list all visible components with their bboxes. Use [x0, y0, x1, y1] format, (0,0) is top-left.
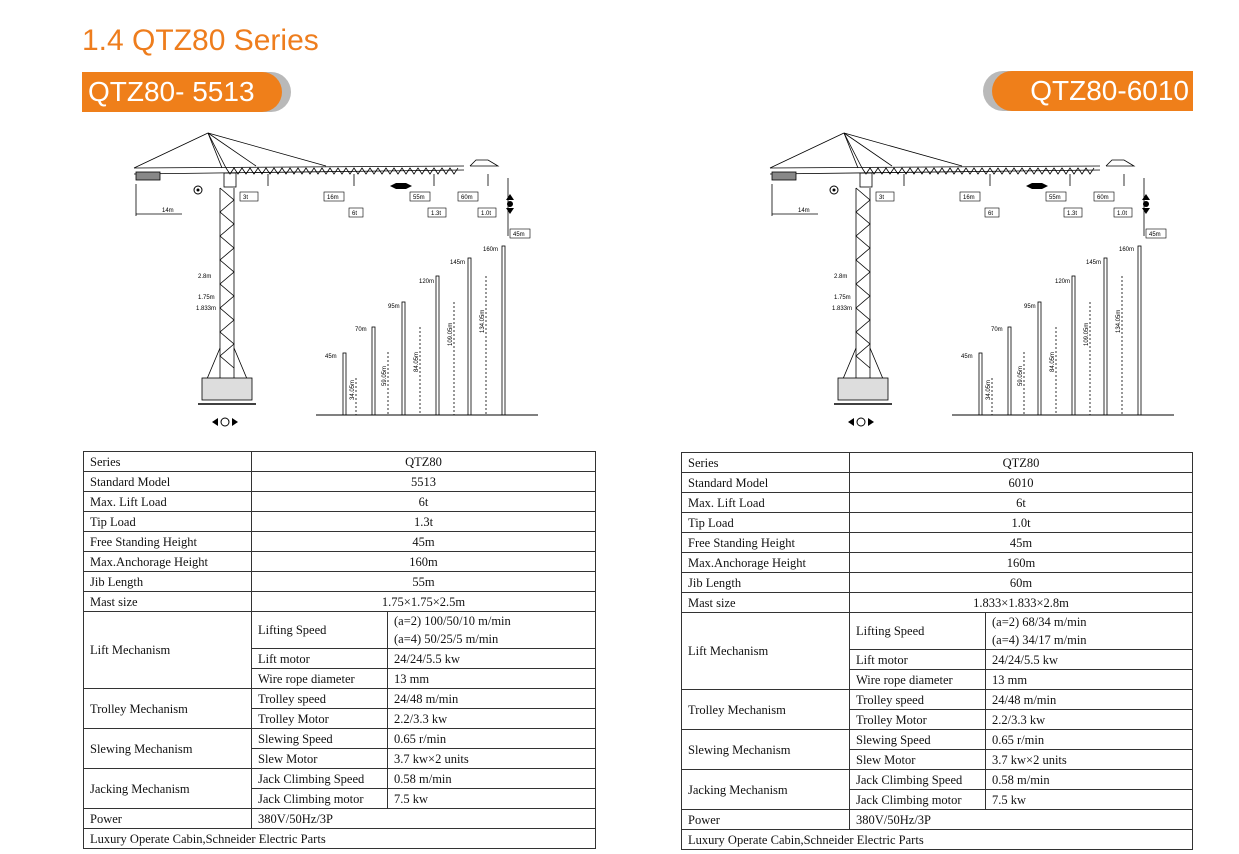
free-height-label: 45m [513, 232, 525, 238]
row-label: Free Standing Height [682, 533, 850, 553]
travel-arrow-icon [848, 418, 874, 426]
row-value: 45m [252, 532, 596, 552]
sub-label: Wire rope diameter [252, 669, 388, 689]
row-value: 160m [850, 553, 1193, 573]
sub-value [388, 612, 596, 649]
mast-label: 2.8m [834, 274, 848, 280]
row-label: Jib Length [84, 572, 252, 592]
row-label: Slewing Mechanism [84, 729, 252, 769]
sub-value: 13 mm [986, 670, 1193, 690]
row-value: 160m [252, 552, 596, 572]
sub-value: 13 mm [388, 669, 596, 689]
row-value: 6t [850, 493, 1193, 513]
table-row [84, 532, 596, 552]
table-row [682, 513, 1193, 533]
sub-value: 24/24/5.5 kw [986, 650, 1193, 670]
cabin-note: Luxury Operate Cabin,Schneider Electric Parts [84, 829, 596, 849]
inner-height-label: 34.05m [350, 379, 356, 400]
row-label: Slewing Mechanism [682, 730, 850, 770]
inner-height-label: 134.05m [1116, 309, 1122, 333]
row-label: Max.Anchorage Height [682, 553, 850, 573]
mast-label: 2.8m [198, 274, 212, 280]
travel-arrow-icon [212, 418, 238, 426]
height-label: 95m [388, 304, 400, 310]
table-row [84, 612, 596, 649]
jib-load-labels [162, 192, 530, 238]
height-label: 95m [1024, 304, 1036, 310]
row-value: 55m [252, 572, 596, 592]
height-label: 160m [1119, 247, 1135, 253]
spec-table-5513 [83, 451, 596, 849]
mast-label: 1.833m [196, 306, 217, 312]
row-value: 60m [850, 573, 1193, 593]
table-row [682, 533, 1193, 553]
row-label: Standard Model [84, 472, 252, 492]
load-label: 1.0t [481, 211, 492, 217]
table-row [84, 552, 596, 572]
row-value: 45m [850, 533, 1193, 553]
table-row [682, 493, 1193, 513]
row-label: Standard Model [682, 473, 850, 493]
hoist-arrow-icon [506, 194, 514, 214]
sub-value: 0.58 m/min [388, 769, 596, 789]
sub-value: 3.7 kw×2 units [388, 749, 596, 769]
table-row [84, 452, 596, 472]
sub-label: Jack Climbing Speed [252, 769, 388, 789]
distance-label: 55m [1049, 195, 1061, 201]
row-value: 380V/50Hz/3P [252, 809, 596, 829]
sub-label: Jack Climbing motor [850, 790, 986, 810]
row-label: Trolley Mechanism [682, 690, 850, 730]
row-label: Lift Mechanism [682, 613, 850, 690]
crane-diagram-6010 [762, 128, 1182, 428]
sub-value: 0.65 r/min [388, 729, 596, 749]
sub-value: 2.2/3.3 kw [388, 709, 596, 729]
table-row [682, 593, 1193, 613]
speed-a4: (a=4) 50/25/5 m/min [394, 632, 499, 646]
table-row [682, 770, 1193, 790]
row-label: Series [84, 452, 252, 472]
table-row [84, 829, 596, 849]
row-label: Power [682, 810, 850, 830]
inner-height-label: 59.05m [1018, 365, 1024, 386]
slewing-arrow-icon [830, 186, 838, 194]
model-tag-5513: QTZ80- 5513 [82, 72, 282, 112]
sub-label: Trolley Motor [252, 709, 388, 729]
mast-labels [196, 274, 216, 312]
height-label: 120m [419, 279, 435, 285]
row-label: Free Standing Height [84, 532, 252, 552]
table-row [84, 572, 596, 592]
sub-label: Slew Motor [850, 750, 986, 770]
load-label: 1.3t [1067, 211, 1078, 217]
cabin-note: Luxury Operate Cabin,Schneider Electric Parts [682, 830, 1193, 850]
trolley-arrow-icon [1026, 183, 1048, 189]
table-row [682, 473, 1193, 493]
table-row [84, 689, 596, 709]
sub-label: Trolley speed [252, 689, 388, 709]
table-row [84, 809, 596, 829]
row-value: 1.75×1.75×2.5m [252, 592, 596, 612]
table-row [682, 613, 1193, 650]
height-labels [325, 247, 498, 360]
sub-label: Jack Climbing motor [252, 789, 388, 809]
mast-labels [832, 274, 852, 312]
sub-label: Jack Climbing Speed [850, 770, 986, 790]
inner-height-labels [350, 310, 486, 400]
row-label: Tip Load [84, 512, 252, 532]
table-row [682, 730, 1193, 750]
height-label: 145m [450, 260, 466, 266]
table-row [682, 573, 1193, 593]
inner-height-label: 109.05m [1084, 322, 1090, 346]
row-value: 1.833×1.833×2.8m [850, 593, 1193, 613]
load-label: 6t [988, 211, 994, 217]
row-label: Series [682, 453, 850, 473]
row-label: Jib Length [682, 573, 850, 593]
row-value: QTZ80 [252, 452, 596, 472]
row-label: Max.Anchorage Height [84, 552, 252, 572]
sub-value: 3.7 kw×2 units [986, 750, 1193, 770]
sub-label: Slew Motor [252, 749, 388, 769]
row-label: Mast size [84, 592, 252, 612]
speed-a2: (a=2) 68/34 m/min [992, 615, 1087, 629]
sub-value: 0.65 r/min [986, 730, 1193, 750]
sub-label: Slewing Speed [252, 729, 388, 749]
height-label: 70m [991, 327, 1003, 333]
speed-a2: (a=2) 100/50/10 m/min [394, 614, 511, 628]
sub-value [986, 613, 1193, 650]
height-label: 160m [483, 247, 499, 253]
sub-value: 24/48 m/min [986, 690, 1193, 710]
load-label: 6t [352, 211, 358, 217]
row-label: Mast size [682, 593, 850, 613]
mast-label: 1.75m [198, 295, 215, 301]
free-height-label: 45m [1149, 232, 1161, 238]
sub-label: Lifting Speed [252, 612, 388, 649]
load-label: 3t [243, 195, 249, 201]
jib-load-labels [798, 192, 1166, 238]
height-label: 70m [355, 327, 367, 333]
row-value: 1.0t [850, 513, 1193, 533]
crane-diagram-5513 [126, 128, 546, 428]
inner-height-label: 109.05m [448, 322, 454, 346]
load-label: 1.3t [431, 211, 442, 217]
sub-value: 24/48 m/min [388, 689, 596, 709]
row-value: 6t [252, 492, 596, 512]
row-label: Tip Load [682, 513, 850, 533]
row-label: Lift Mechanism [84, 612, 252, 689]
inner-height-labels [986, 310, 1122, 400]
sub-label: Slewing Speed [850, 730, 986, 750]
trolley-arrow-icon [390, 183, 412, 189]
mast-label: 1.75m [834, 295, 851, 301]
height-labels [961, 247, 1134, 360]
row-label: Jacking Mechanism [84, 769, 252, 809]
table-row [84, 472, 596, 492]
row-value: QTZ80 [850, 453, 1193, 473]
table-row [84, 512, 596, 532]
table-row [682, 810, 1193, 830]
row-label: Max. Lift Load [84, 492, 252, 512]
height-label: 120m [1055, 279, 1071, 285]
load-label: 1.0t [1117, 211, 1128, 217]
table-row [84, 592, 596, 612]
sub-label: Trolley speed [850, 690, 986, 710]
row-label: Trolley Mechanism [84, 689, 252, 729]
table-row [682, 830, 1193, 850]
row-label: Jacking Mechanism [682, 770, 850, 810]
sub-label: Lift motor [252, 649, 388, 669]
sub-label: Trolley Motor [850, 710, 986, 730]
inner-height-label: 84.05m [414, 351, 420, 372]
table-row [84, 769, 596, 789]
table-row [682, 553, 1193, 573]
inner-height-label: 134.05m [480, 309, 486, 333]
table-row [682, 690, 1193, 710]
load-label: 3t [879, 195, 885, 201]
table-row [84, 729, 596, 749]
height-label: 45m [961, 354, 973, 360]
table-row [682, 453, 1193, 473]
row-label: Power [84, 809, 252, 829]
inner-height-label: 84.05m [1050, 351, 1056, 372]
row-value: 380V/50Hz/3P [850, 810, 1193, 830]
distance-label: 60m [461, 195, 473, 201]
sub-label: Lift motor [850, 650, 986, 670]
sub-label: Wire rope diameter [850, 670, 986, 690]
hoist-arrow-icon [1142, 194, 1150, 214]
speed-a4: (a=4) 34/17 m/min [992, 633, 1087, 647]
sub-value: 7.5 kw [986, 790, 1193, 810]
page-title: 1.4 QTZ80 Series [82, 24, 319, 57]
sub-label: Lifting Speed [850, 613, 986, 650]
sub-value: 0.58 m/min [986, 770, 1193, 790]
sub-value: 7.5 kw [388, 789, 596, 809]
model-tag-6010: QTZ80-6010 [992, 71, 1193, 111]
row-label: Max. Lift Load [682, 493, 850, 513]
inner-height-label: 34.05m [986, 379, 992, 400]
sub-value: 2.2/3.3 kw [986, 710, 1193, 730]
mast-label: 1.833m [832, 306, 853, 312]
table-row [84, 492, 596, 512]
row-value: 1.3t [252, 512, 596, 532]
distance-label: 55m [413, 195, 425, 201]
height-label: 145m [1086, 260, 1102, 266]
sub-value: 24/24/5.5 kw [388, 649, 596, 669]
height-label: 45m [325, 354, 337, 360]
distance-label: 16m [963, 195, 975, 201]
distance-label: 16m [327, 195, 339, 201]
inner-height-label: 59.05m [382, 365, 388, 386]
row-value: 6010 [850, 473, 1193, 493]
counter-jib-label: 14m [798, 208, 810, 214]
distance-label: 60m [1097, 195, 1109, 201]
slewing-arrow-icon [194, 186, 202, 194]
row-value: 5513 [252, 472, 596, 492]
counter-jib-label: 14m [162, 208, 174, 214]
spec-table-6010 [681, 452, 1193, 850]
